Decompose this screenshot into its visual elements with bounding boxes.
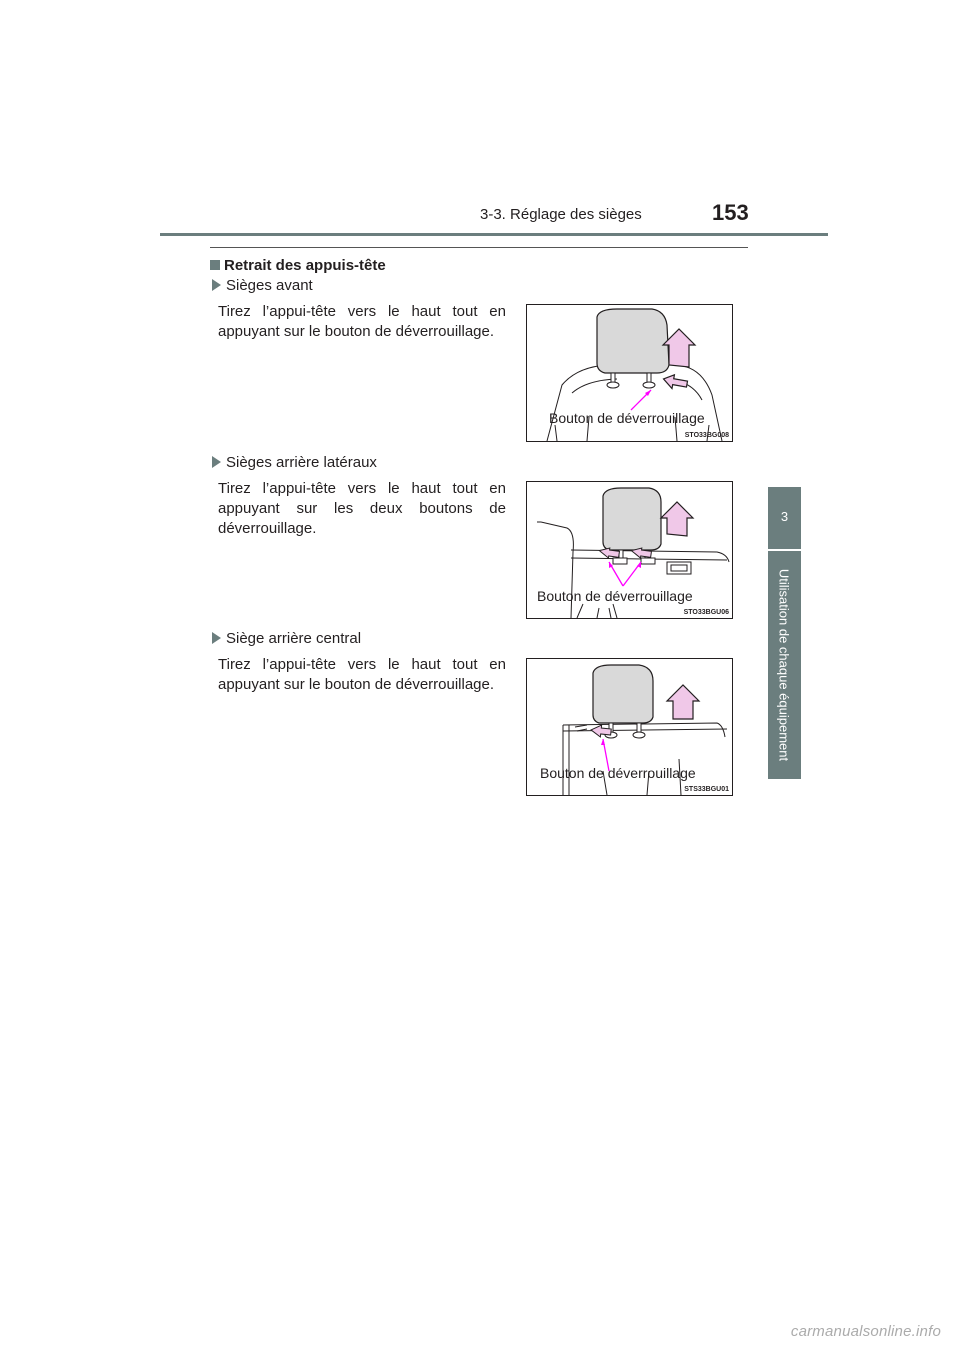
- subheading-front-seats: [212, 277, 313, 294]
- chapter-title: Utilisation de chaque équipement: [776, 568, 792, 762]
- instruction-rear-center-seat: Tirez l’appui-tête vers le haut tout en appuyant sur le bouton de déverrouillage.: [218, 656, 506, 693]
- instruction-rear-side-seats: Tirez l’appui-tête vers le haut tout en appuyant sur les deux boutons de déverrouillage.: [218, 480, 506, 537]
- triangle-bullet-icon: [212, 632, 221, 644]
- subheading-text: Siège arrière central: [226, 630, 362, 647]
- figure-code: STO33BGU06: [683, 609, 729, 616]
- header-section-title: 3-3. Réglage des sièges: [480, 206, 642, 223]
- chapter-tab-number: [768, 487, 801, 549]
- figure-label-release-button: Bouton de déverrouillage: [549, 410, 705, 426]
- header-rule: [160, 233, 828, 236]
- triangle-bullet-icon: [212, 456, 221, 468]
- triangle-bullet-icon: [212, 279, 221, 291]
- figure-rear-side-headrest: [526, 481, 733, 619]
- figure-code: STS33BGU01: [684, 786, 729, 793]
- figure-front-seat-headrest: [526, 304, 733, 442]
- subheading-rear-side-seats: [212, 454, 377, 471]
- subheading-text: Sièges avant: [226, 277, 313, 294]
- chapter-number: 3: [780, 509, 789, 524]
- figure-label-release-buttons: Bouton de déverrouillage: [537, 588, 693, 604]
- figure-label-release-button: Bouton de déverrouillage: [540, 765, 696, 781]
- subheading-rear-center-seat: [212, 630, 361, 647]
- subheading-text: Sièges arrière latéraux: [226, 454, 377, 471]
- square-bullet-icon: [210, 260, 220, 270]
- page-number: 153: [712, 200, 749, 225]
- section-heading: [210, 257, 386, 274]
- section-heading-text: Retrait des appuis-tête: [224, 257, 386, 274]
- chapter-tab: [768, 551, 801, 779]
- content-rule: [210, 247, 748, 248]
- figure-code: STO33BG008: [684, 432, 729, 439]
- footer-watermark: carmanualsonline.info: [790, 1323, 941, 1340]
- instruction-front-seats: Tirez l’appui-tête vers le haut tout en appuyant sur le bouton de déverrouillage.: [218, 303, 506, 340]
- figure-rear-center-headrest: [526, 658, 733, 796]
